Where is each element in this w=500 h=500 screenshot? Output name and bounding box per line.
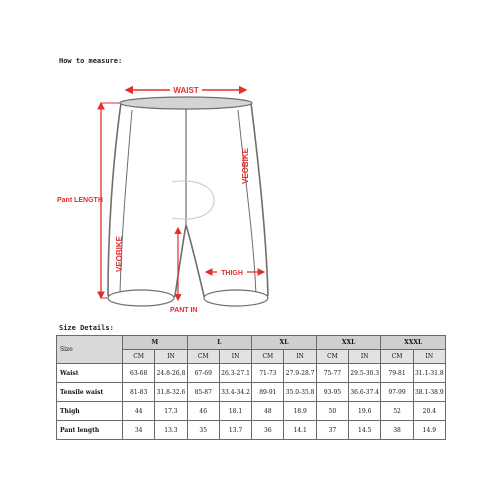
table-cell: 44 [123, 402, 155, 421]
table-cell: 26.3-27.1 [219, 364, 251, 383]
table-cell: 36 [252, 421, 284, 440]
table-row-pant-length [57, 421, 446, 440]
how-to-measure-heading: How to measure: [59, 57, 123, 65]
unit-in-header: IN [284, 350, 316, 364]
row-label: Pant length [57, 421, 123, 440]
table-cell: 71-73 [252, 364, 284, 383]
waistband [120, 97, 252, 109]
table-cell: 52 [381, 402, 413, 421]
size-header-xxl: XXL [316, 336, 381, 350]
table-row-thigh [57, 402, 446, 421]
size-details-heading: Size Details: [59, 324, 114, 332]
table-cell: 18.9 [284, 402, 316, 421]
table-cell: 37 [316, 421, 348, 440]
table-cell: 13.7 [219, 421, 251, 440]
table-cell: 14.9 [413, 421, 445, 440]
size-details-table [56, 335, 446, 440]
size-header-m: M [123, 336, 188, 350]
table-cell: 14.5 [349, 421, 381, 440]
table-cell: 48 [252, 402, 284, 421]
table-cell: 27.9-28.7 [284, 364, 316, 383]
unit-in-header: IN [349, 350, 381, 364]
table-cell: 17.3 [155, 402, 187, 421]
table-cell: 79-81 [381, 364, 413, 383]
table-cell: 36.6-37.4 [349, 383, 381, 402]
size-header-xxxl: XXXL [381, 336, 446, 350]
table-cell: 14.1 [284, 421, 316, 440]
unit-in-header: IN [219, 350, 251, 364]
row-label: Waist [57, 364, 123, 383]
row-label: Thigh [57, 402, 123, 421]
table-cell: 93-95 [316, 383, 348, 402]
brand-text-lower: VEOBIKE [115, 235, 124, 272]
table-cell: 75-77 [316, 364, 348, 383]
table-cell: 35.0-35.8 [284, 383, 316, 402]
thigh-label: THIGH [221, 270, 243, 277]
table-cell: 13.3 [155, 421, 187, 440]
unit-cm-header: CM [187, 350, 219, 364]
table-cell: 81-83 [123, 383, 155, 402]
table-row-tensile-waist [57, 383, 446, 402]
table-cell: 19.6 [349, 402, 381, 421]
table-cell: 38.1-38.9 [413, 383, 445, 402]
unit-cm-header: CM [381, 350, 413, 364]
right-leg-opening [204, 290, 268, 306]
table-cell: 97-99 [381, 383, 413, 402]
table-cell: 89-91 [252, 383, 284, 402]
unit-cm-header: CM [123, 350, 155, 364]
table-cell: 34 [123, 421, 155, 440]
table-cell: 35 [187, 421, 219, 440]
table-row-waist [57, 364, 446, 383]
table-cell: 24.8-26.8 [155, 364, 187, 383]
brand-text-upper: VEOBIKE [241, 147, 250, 184]
table-cell: 33.4-34.2 [219, 383, 251, 402]
table-cell: 31.8-32.6 [155, 383, 187, 402]
size-header-l: L [187, 336, 252, 350]
unit-cm-header: CM [316, 350, 348, 364]
row-label: Tensile waist [57, 383, 123, 402]
unit-in-header: IN [413, 350, 445, 364]
left-leg-opening [108, 290, 174, 306]
table-cell: 46 [187, 402, 219, 421]
table-cell: 31.1-31.8 [413, 364, 445, 383]
table-cell: 63-68 [123, 364, 155, 383]
length-label: Pant LENGTH [57, 197, 103, 204]
table-cell: 38 [381, 421, 413, 440]
unit-cm-header: CM [252, 350, 284, 364]
table-cell: 85-87 [187, 383, 219, 402]
inseam-label: PANT IN [170, 307, 198, 314]
size-corner-header: Size [57, 336, 123, 364]
unit-in-header: IN [155, 350, 187, 364]
size-header-xl: XL [252, 336, 317, 350]
table-cell: 67-69 [187, 364, 219, 383]
table-cell: 18.1 [219, 402, 251, 421]
table-cell: 29.5-30.3 [349, 364, 381, 383]
waist-label: WAIST [173, 86, 199, 95]
table-cell: 20.4 [413, 402, 445, 421]
table-cell: 50 [316, 402, 348, 421]
